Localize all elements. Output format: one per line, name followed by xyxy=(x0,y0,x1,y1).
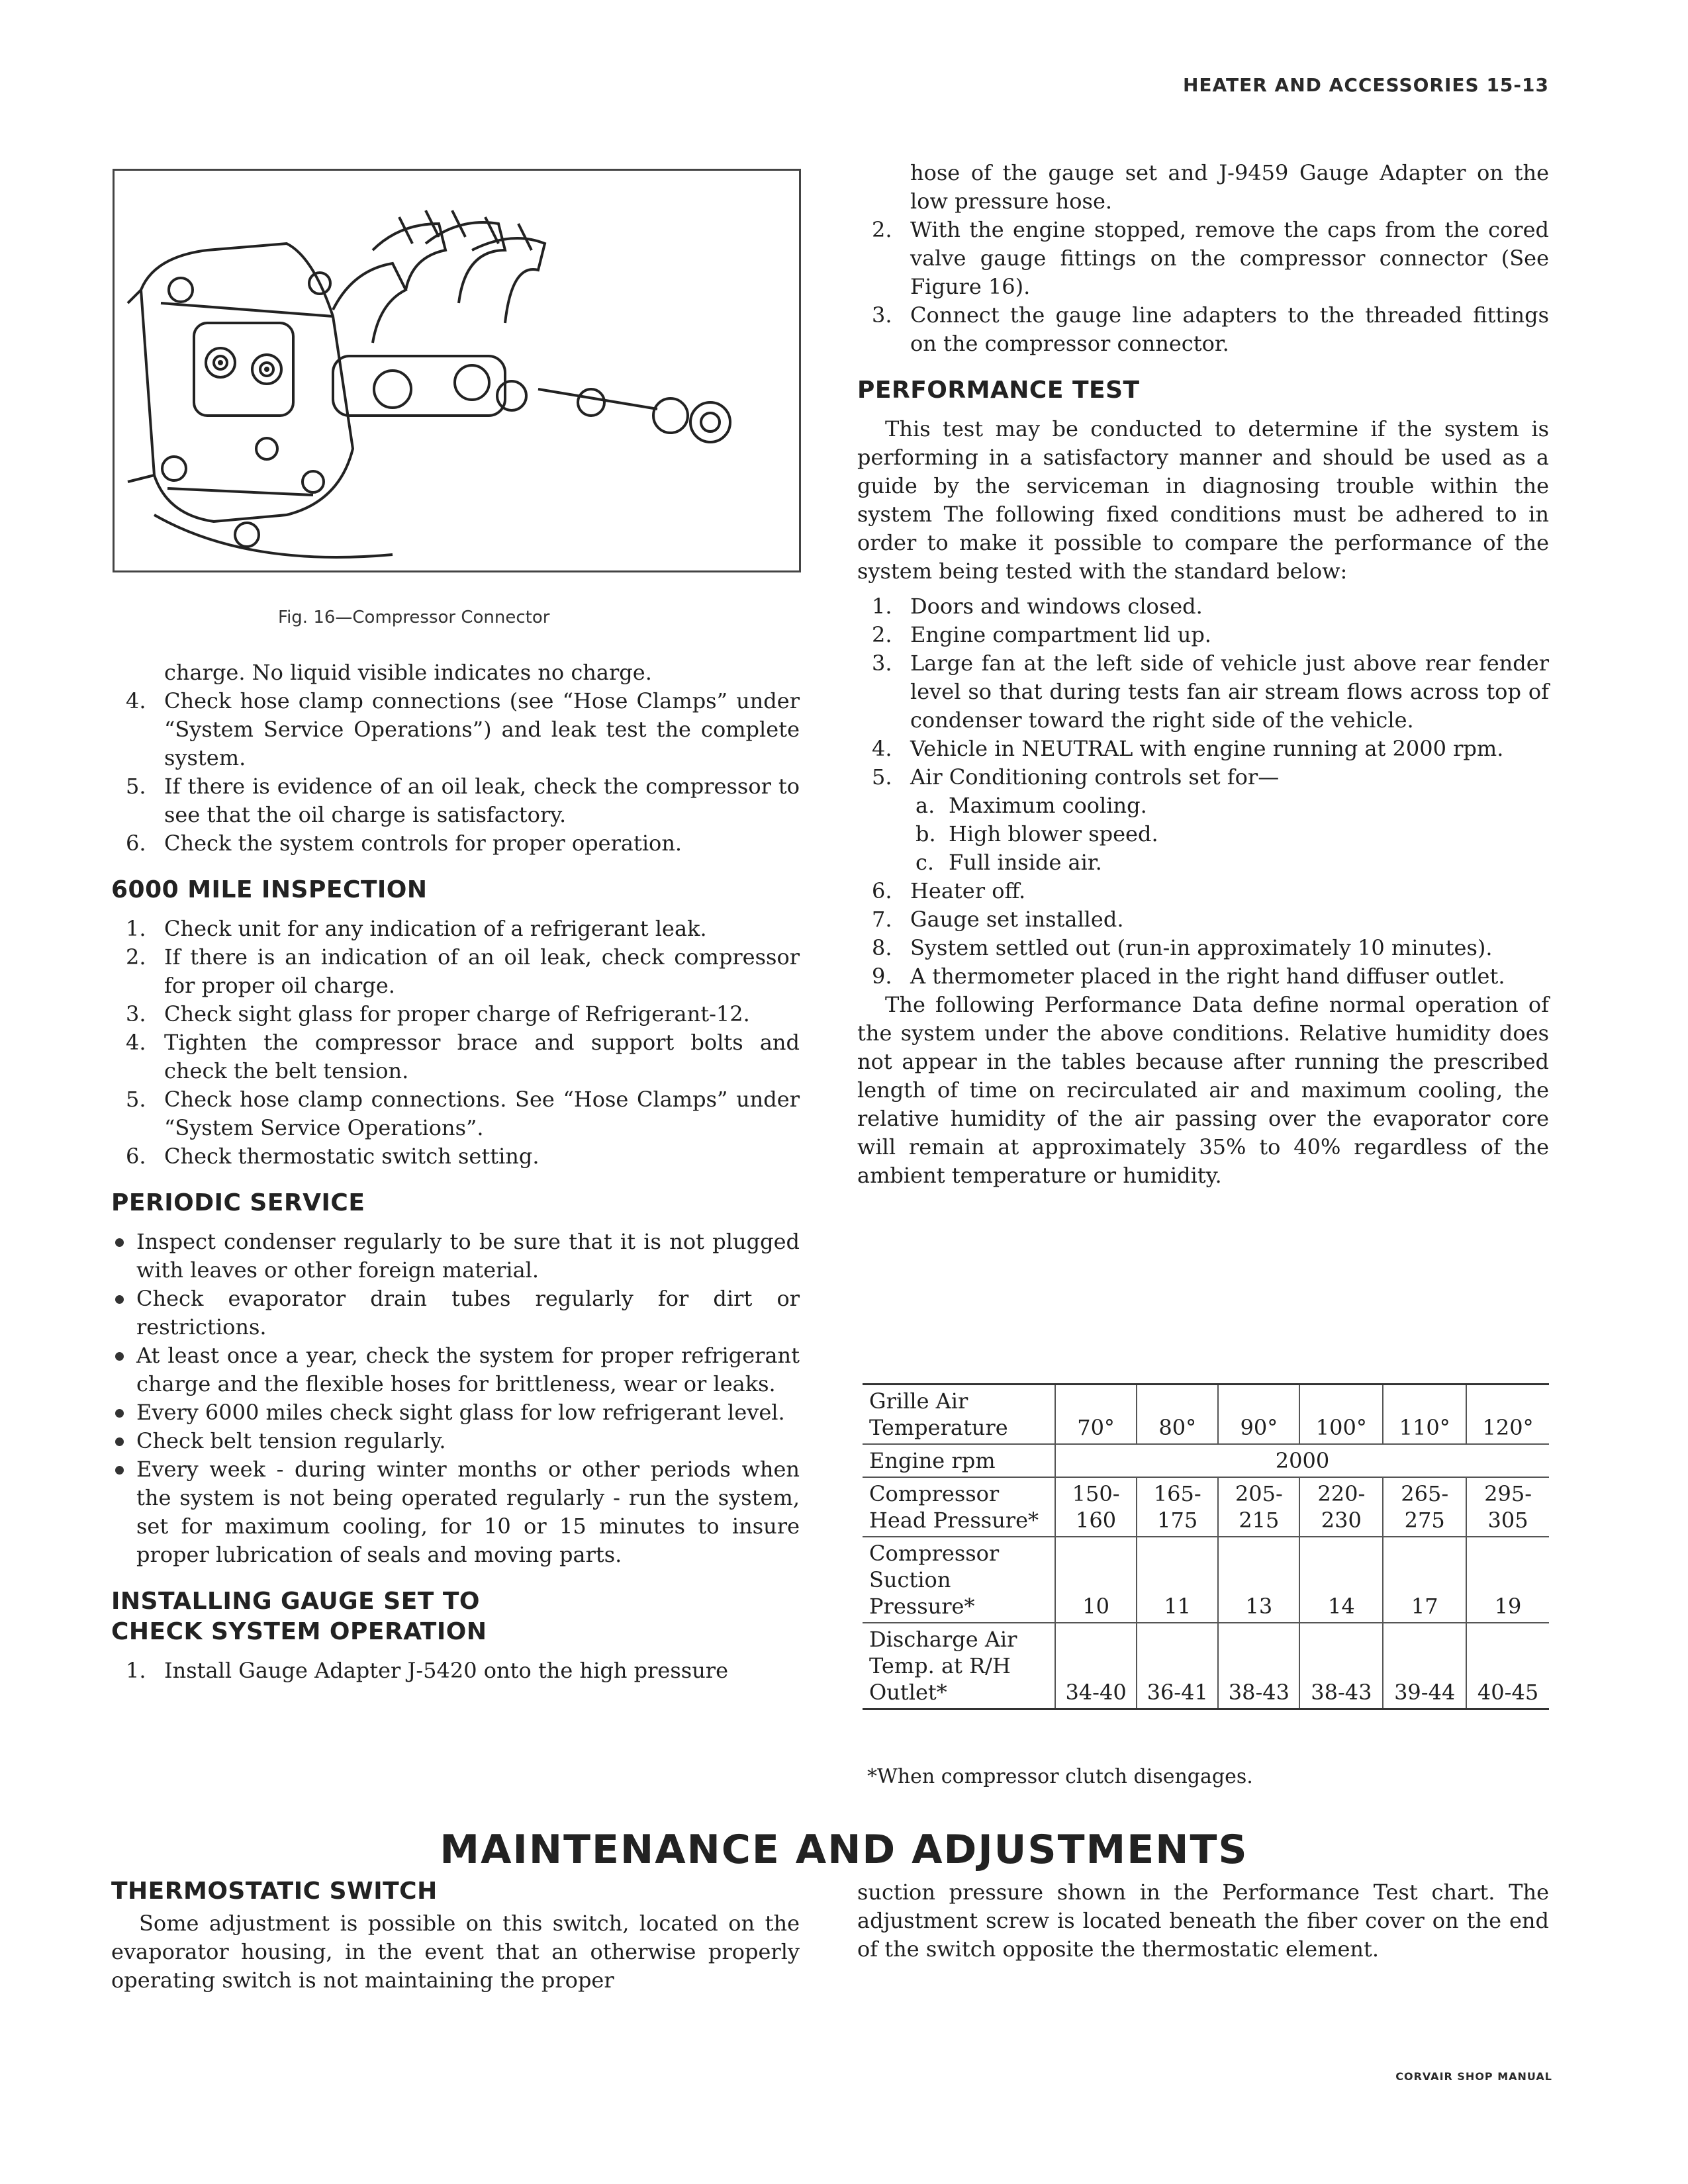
thermostatic-switch-left xyxy=(111,1876,800,1995)
step-text: Check unit for any indication of a refrigerant leak. xyxy=(164,916,707,941)
table-cell: 38-43 xyxy=(1218,1623,1299,1709)
table-cell: 34-40 xyxy=(1055,1623,1137,1709)
table-cell: 38-43 xyxy=(1299,1623,1383,1709)
step-number: 6. xyxy=(126,831,146,856)
step-text: Check the system controls for proper operation. xyxy=(164,831,682,856)
list-item xyxy=(111,772,800,829)
table-footnote: *When compressor clutch disengages. xyxy=(867,1765,1253,1788)
list-item xyxy=(857,592,1549,621)
step-number: 2. xyxy=(126,944,146,970)
list-item xyxy=(111,915,800,943)
list-item xyxy=(111,1028,800,1085)
step-text: Heater off. xyxy=(910,878,1026,903)
step-number: 3. xyxy=(872,302,892,328)
row-label: Compressor Head Pressure* xyxy=(863,1477,1055,1537)
row-label: Discharge Air Temp. at R/H Outlet* xyxy=(863,1623,1055,1709)
compressor-connector-figure xyxy=(113,169,801,572)
step-text: System settled out (run-in approximately 10 minutes). xyxy=(910,935,1493,960)
performance-data-table xyxy=(863,1383,1549,1710)
step-text: Large fan at the left side of vehicle just above rear fender level so that during tests fan air stream flows across top of condenser toward the right side of the vehicle. xyxy=(910,651,1549,733)
table-cell: 120° xyxy=(1466,1385,1549,1445)
table-cell: 40-45 xyxy=(1466,1623,1549,1709)
table-cell: 2000 xyxy=(1055,1444,1549,1477)
control-settings xyxy=(910,792,1549,877)
sub-letter: a. xyxy=(915,793,935,818)
list-item xyxy=(857,649,1549,735)
step-number: 8. xyxy=(872,935,892,960)
table-cell: 39-44 xyxy=(1383,1623,1466,1709)
performance-intro: This test may be conducted to determine if the system is performing in a satisfactory manner and should be used as a guide by the serviceman in diagnosing trouble within the system The following fixed conditions must be adhered to in order to make it possible to compare the performance of the system being tested with the standard below: xyxy=(857,416,1549,584)
list-item xyxy=(111,687,800,772)
periodic-list xyxy=(111,1228,800,1569)
list-item xyxy=(111,829,800,858)
continuation-text: charge. No liquid visible indicates no charge. xyxy=(164,660,652,685)
list-item xyxy=(857,216,1549,301)
sub-letter: b. xyxy=(915,821,936,846)
list-item: Inspect condenser regularly to be sure that it is not plugged with leaves or other foreign material. xyxy=(111,1228,800,1285)
thermostatic-switch-right xyxy=(857,1878,1549,1964)
step-number: 1. xyxy=(872,594,892,619)
table-cell: 11 xyxy=(1137,1537,1218,1623)
page-footer: CORVAIR SHOP MANUAL xyxy=(1395,2070,1552,2083)
step-text: Check hose clamp connections. See “Hose Clamps” under “System Service Operations”. xyxy=(164,1087,800,1140)
table-cell: 205-215 xyxy=(1218,1477,1299,1537)
step-text: With the engine stopped, remove the caps from the cored valve gauge fittings on the compressor connector (See Figure 16). xyxy=(910,217,1549,299)
leak-test-steps xyxy=(111,687,800,858)
table-cell: 295-305 xyxy=(1466,1477,1549,1537)
test-conditions xyxy=(857,592,1549,991)
performance-data-paragraph: The following Performance Data define normal operation of the system under the above conditions. Relative humidity does not appear in the tables because after running the prescribed length of time on recirculated air and maximum cooling, the relative humidity of the air passing over the evaporator core will remain at approximately 35% to 40% regardless of the ambient temperature or humidity. xyxy=(857,992,1549,1188)
step-text: Air Conditioning controls set for— xyxy=(910,764,1280,790)
step-number: 6. xyxy=(126,1144,146,1169)
row-label: Compressor Suction Pressure* xyxy=(863,1537,1055,1623)
step-number: 3. xyxy=(126,1001,146,1026)
step-number: 9. xyxy=(872,964,892,989)
step-text: A thermometer placed in the right hand diffuser outlet. xyxy=(910,964,1505,989)
list-item xyxy=(857,763,1549,877)
step-text: Gauge set installed. xyxy=(910,907,1124,932)
list-item xyxy=(111,943,800,1000)
step-text: Install Gauge Adapter J-5420 onto the high pressure xyxy=(164,1658,729,1683)
gauge-heading-line-1: INSTALLING GAUGE SET TO xyxy=(111,1588,481,1615)
step-number: 4. xyxy=(872,736,892,761)
list-item xyxy=(857,877,1549,905)
row-label: Engine rpm xyxy=(863,1444,1055,1477)
table-row xyxy=(863,1537,1549,1623)
continuation-text: hose of the gauge set and J-9459 Gauge Adapter on the low pressure hose. xyxy=(910,160,1549,214)
step-number: 5. xyxy=(126,774,146,799)
step-text: Check thermostatic switch setting. xyxy=(164,1144,539,1169)
gauge-steps-continued xyxy=(857,216,1549,358)
step-number: 2. xyxy=(872,622,892,647)
step-text: Engine compartment lid up. xyxy=(910,622,1211,647)
maintenance-title: MAINTENANCE AND ADJUSTMENTS xyxy=(440,1827,1248,1873)
step-text: Tighten the compressor brace and support bolts and check the belt tension. xyxy=(164,1030,800,1083)
list-item xyxy=(111,1657,800,1685)
table-cell: 13 xyxy=(1218,1537,1299,1623)
table-cell: 19 xyxy=(1466,1537,1549,1623)
step-text: Connect the gauge line adapters to the threaded fittings on the compressor connector. xyxy=(910,302,1549,356)
performance-test-heading: PERFORMANCE TEST xyxy=(857,377,1140,404)
step-text: Vehicle in NEUTRAL with engine running at 2000 rpm. xyxy=(910,736,1504,761)
sub-text: Full inside air. xyxy=(949,850,1102,875)
list-item: Check belt tension regularly. xyxy=(111,1427,800,1455)
table-cell: 165-175 xyxy=(1137,1477,1218,1537)
table-row xyxy=(863,1385,1549,1445)
thermostatic-text-left: Some adjustment is possible on this switch, located on the evaporator housing, in the event that an otherwise properly operating switch is not maintaining the proper xyxy=(111,1911,800,1993)
table-cell: 90° xyxy=(1218,1385,1299,1445)
table-cell: 265-275 xyxy=(1383,1477,1466,1537)
step-number: 5. xyxy=(872,764,892,790)
list-item xyxy=(857,301,1549,358)
table-cell: 10 xyxy=(1055,1537,1137,1623)
list-item xyxy=(857,962,1549,991)
table-cell: 80° xyxy=(1137,1385,1218,1445)
table-cell: 70° xyxy=(1055,1385,1137,1445)
list-item xyxy=(910,820,1549,848)
step-text: Check sight glass for proper charge of Refrigerant-12. xyxy=(164,1001,750,1026)
left-column xyxy=(111,659,800,1685)
list-item xyxy=(111,1085,800,1142)
table-cell: 14 xyxy=(1299,1537,1383,1623)
step-number: 3. xyxy=(872,651,892,676)
list-item xyxy=(910,792,1549,820)
step-text: Doors and windows closed. xyxy=(910,594,1203,619)
list-item xyxy=(111,1142,800,1171)
row-label: Grille Air Temperature xyxy=(863,1385,1055,1445)
table-cell: 17 xyxy=(1383,1537,1466,1623)
sub-text: Maximum cooling. xyxy=(949,793,1147,818)
step-number: 4. xyxy=(126,1030,146,1055)
list-item: Check evaporator drain tubes regularly for dirt or restrictions. xyxy=(111,1285,800,1342)
compressor-connector-illustration xyxy=(115,171,799,570)
table-cell: 220-230 xyxy=(1299,1477,1383,1537)
step-number: 4. xyxy=(126,688,146,713)
right-column xyxy=(857,159,1549,1190)
inspection-heading: 6000 MILE INSPECTION xyxy=(111,876,428,903)
gauge-steps xyxy=(111,1657,800,1685)
sub-text: High blower speed. xyxy=(949,821,1158,846)
step-number: 6. xyxy=(872,878,892,903)
inspection-steps xyxy=(111,915,800,1171)
sub-letter: c. xyxy=(915,850,935,875)
table-row xyxy=(863,1444,1549,1477)
table-cell: 150-160 xyxy=(1055,1477,1137,1537)
thermostatic-text-right: suction pressure shown in the Performance Test chart. The adjustment screw is located beneath the fiber cover on the end of the switch opposite the thermostatic element. xyxy=(857,1880,1549,1962)
periodic-heading: PERIODIC SERVICE xyxy=(111,1189,365,1216)
table-row xyxy=(863,1477,1549,1537)
step-number: 2. xyxy=(872,217,892,242)
list-item xyxy=(857,934,1549,962)
step-text: If there is an indication of an oil leak, check compressor for proper oil charge. xyxy=(164,944,800,998)
thermostatic-switch-heading: THERMOSTATIC SWITCH xyxy=(111,1878,438,1905)
step-number: 7. xyxy=(872,907,892,932)
list-item xyxy=(857,735,1549,763)
list-item xyxy=(857,621,1549,649)
gauge-heading-line-2: CHECK SYSTEM OPERATION xyxy=(111,1618,487,1645)
list-item: Every week - during winter months or other periods when the system is not being operated regularly - run the system, set for maximum cooling, for 10 or 15 minutes to insure proper lubrication of seals and moving parts. xyxy=(111,1455,800,1569)
list-item xyxy=(111,1000,800,1028)
step-number: 1. xyxy=(126,1658,146,1683)
step-number: 5. xyxy=(126,1087,146,1112)
table-cell: 100° xyxy=(1299,1385,1383,1445)
table-row xyxy=(863,1623,1549,1709)
list-item xyxy=(857,905,1549,934)
list-item xyxy=(910,848,1549,877)
step-text: If there is evidence of an oil leak, check the compressor to see that the oil charge is satisfactory. xyxy=(164,774,800,827)
table-cell: 36-41 xyxy=(1137,1623,1218,1709)
table-cell: 110° xyxy=(1383,1385,1466,1445)
list-item: At least once a year, check the system for proper refrigerant charge and the flexible hoses for brittleness, wear or leaks. xyxy=(111,1342,800,1398)
figure-caption: Fig. 16—Compressor Connector xyxy=(278,608,550,627)
step-number: 1. xyxy=(126,916,146,941)
step-text: Check hose clamp connections (see “Hose Clamps” under “System Service Operations”) and leak test the complete system. xyxy=(164,688,800,770)
page-header: HEATER AND ACCESSORIES 15-13 xyxy=(1182,74,1549,96)
list-item: Every 6000 miles check sight glass for low refrigerant level. xyxy=(111,1398,800,1427)
